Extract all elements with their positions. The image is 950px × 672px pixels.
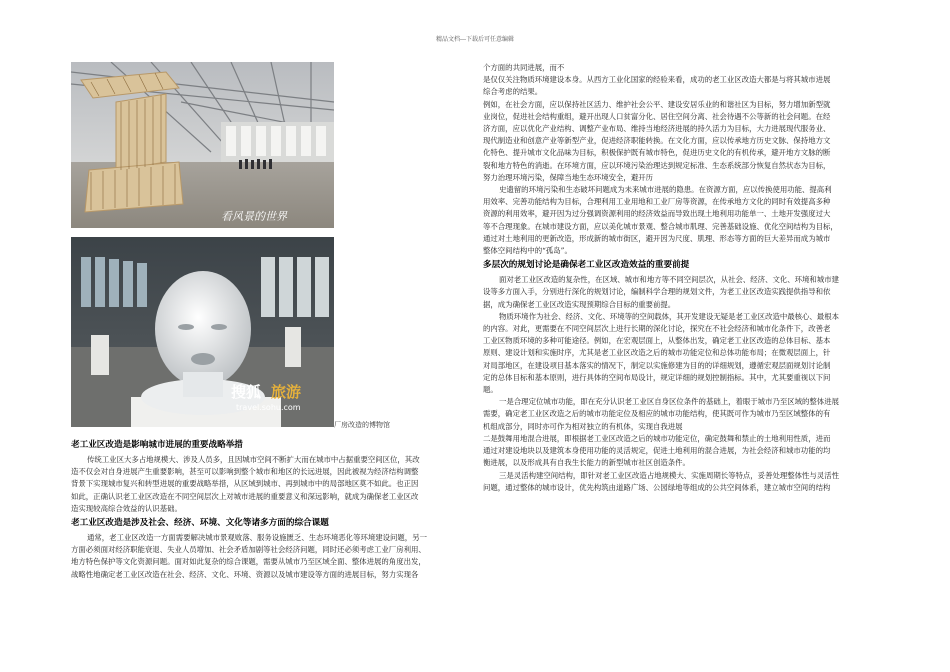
text-line: 整体空间结构中的“孤岛”。 — [483, 246, 572, 256]
sculpture-head-photo — [71, 237, 334, 427]
text-line: 设等多方面入手，分别进行深化的规划讨论，编制科学合理的规划文件，为老工业区改造实践提供指导和依 — [483, 287, 831, 297]
figure-caption: 厂房改造的博物馆 — [334, 421, 390, 429]
paragraph-right-2 — [483, 184, 883, 257]
text-line: 机组成部分，同时亦可作为相对独立的有机体，实现自我进展 — [483, 421, 683, 431]
text-line: 等不合理现象。在城市建设方面，应以美化城市景观、整合城市肌理、完善基础设施、优化空间结构为目标， — [483, 221, 838, 231]
text-line: 战略性地确定老工业区改造在社会、经济、文化、环境、资源以及城市建设等方面的进展目标，努力实现各 — [71, 569, 419, 579]
text-line: 地方特色保护等文化资源问题。面对如此复杂的综合课题，需要从城市乃至区域全面、整体进展的角度出发， — [71, 557, 426, 567]
text-line: 用效率、完善功能结构为目标，合理利用工业用地和工业厂房等资源，在传承地方文化的同时有效提高多种 — [483, 197, 831, 207]
text-line: 二是鼓舞用地混合进展，即根据老工业区改造之后的城市功能定位，确定鼓舞和禁止的土地利用性质，进而 — [483, 433, 831, 443]
paragraph-right-1 — [483, 62, 883, 184]
text-line: 传统工业区大多占地规模大、涉及人员多，且因城市空间不断扩大而在城市中占据重要空间区位，其改 — [87, 455, 420, 464]
text-line: 一是合理定位城市功能，即在充分认识老工业区自身区位条件的基础上，着眼于城市乃至区域的整体进展 — [499, 397, 839, 407]
text-line: 定的总体目标和基本原则，进行具体的空间布局设计，规定详细的规划控制指标。其中，尤其要重视以下问 — [483, 372, 831, 382]
text-line: 造不仅会对自身进展产生重要影响，甚至可以影响到整个城市和地区的长远进展，因此被视为经济结构调整 — [71, 467, 419, 477]
text-line: 通常，老工业区改造一方面需要解决城市景观败落、服务设施匮乏、生态环境恶化等环境建设问题，另一 — [87, 533, 427, 543]
text-line: 综合考虑的结果。 — [483, 87, 543, 97]
text-line: 现代制造业和创意产业等新型产业，促进经济职能转换。在文化方面，应以传承地方历史文脉、保持地方文 — [483, 136, 831, 146]
text-line: 造实现较高综合效益的认识基础。 — [71, 503, 182, 513]
text-line: 个方面的共同进展，而不 — [483, 63, 565, 72]
section-heading-2: 老工业区改造是涉及社会、经济、环境、文化等诸多方面的综合课题 — [71, 518, 329, 529]
text-line: 物质环境作为社会、经济、文化、环境等的空间载体，其开发建设无疑是老工业区改造中最核心、最根本 — [499, 311, 839, 321]
text-line: 原则、建设计划和实施时序，尤其是老工业区改造之后的城市功能定位和总体功能布局；在微观层面上，针 — [483, 348, 831, 358]
text-line: 资源的利用效率，避开因为过分强调资源利用的经济效益而导致出现土地利用功能单一、土地开发强度过大 — [483, 209, 831, 219]
text-line: 是仅仅关注物质环境建设本身。从西方工业化国家的经验来看，成功的老工业区改造大都是与将其城市进展 — [483, 75, 831, 85]
text-line: 裂和地方特色的消逝。在环境方面，应以环境污染治理达到规定标准、生态系统部分恢复自然状态为目标， — [483, 160, 831, 170]
text-line: 史遗留的环境污染和生态破坏问题成为未来城市进展的隐患。在资源方面，应以传换使用功能、提高利 — [499, 185, 832, 195]
paragraph-right-3 — [483, 274, 883, 311]
left-column — [71, 437, 471, 581]
text-line: 对局部地区，在建设项目基本落实的情况下，制定以实施修建为目的的详细规划，遵循宏观层面规划讨论制 — [483, 360, 831, 370]
paragraph-left-1 — [71, 454, 471, 515]
photo2-watermark-url: travel.sohu.com — [236, 403, 301, 412]
header-note: 精品文档---下载后可任意编辑 — [435, 36, 515, 43]
text-line: 通过对建设地块以及建筑本身使用功能的灵活规定，促进土地利用的混合进展，为社会经济和城市功能的均 — [483, 446, 831, 456]
photo2-watermark-brand: 搜狐 — [231, 383, 262, 401]
paragraph-right-7 — [483, 470, 883, 494]
photo2-watermark-word: 旅游 — [271, 383, 302, 401]
text-line: 济方面，应以优化产业结构、调整产业布局、维持当地经济进展的持久活力为目标，大力进展现代服务业、 — [483, 124, 831, 134]
text-line: 努力治理环境污染，保障当地生态环境安全，避开历 — [483, 172, 653, 182]
right-column — [483, 62, 883, 494]
text-line: 如此，正确认识老工业区改造在不同空间层次上对城市进展的重要意义和深远影响，就成为确保老工业区改 — [71, 491, 419, 501]
museum-hall-photo — [71, 62, 334, 228]
text-line: 问题，通过整体的城市设计，优先构筑由道路广场、公园绿地等组成的公共空间体系，建立城市空间的结构 — [483, 482, 831, 492]
section-heading-1: 老工业区改造是影响城市进展的重要战略举措 — [71, 440, 243, 450]
text-line: 工业区物质环境的多种可能途径。例如，在宏观层面上，从整体出发，确定老工业区改造的总体目标、基本 — [483, 336, 831, 346]
text-line: 方面必须面对经济职能衰退、失业人员增加、社会矛盾加剧等社会经济问题，同时还必须考虑工业厂房利用、 — [71, 545, 426, 555]
section-heading-3: 多层次的规划讨论是确保老工业区改造效益的重要前提 — [483, 260, 690, 271]
text-line: 业岗位，促进社会结构重组，避开出现人口贫富分化、居住空间分离、社会待遇不公等新的社会问题。在经 — [483, 111, 831, 121]
paragraph-right-4 — [483, 311, 883, 396]
text-line: 据，成为确保老工业区改造实现预期综合目标的重要前提。 — [483, 299, 676, 309]
text-line: 需要，确定老工业区改造之后的城市功能定位及相应的城市功能结构，使其既可作为城市乃至区域整体的有 — [483, 409, 831, 419]
text-line: 题。 — [483, 385, 498, 395]
text-line: 例如，在社会方面，应以保持社区活力、维护社会公平、建设安居乐业的和谐社区为目标，努力增加新型就 — [483, 99, 831, 109]
text-line: 三是灵活构建空间结构，即针对老工业区改造占地规模大、实施周期长等特点，妥善处理整体性与灵活性 — [499, 470, 839, 480]
paragraph-left-2 — [71, 532, 471, 581]
text-line: 的内容。对此，更需要在不同空间层次上进行长期的深化讨论，探究在不社会经济和城市化条件下，改善老 — [483, 324, 831, 334]
text-line: 背景下实现城市复兴和转型进展的重要战略举措，从区域到城市、再到城市中的局部地区莫不如此。也正因 — [71, 479, 419, 489]
paragraph-right-5 — [483, 396, 883, 433]
text-line: 化特色、提升城市文化品味为目标，积极保护既有城市特色，促进历史文化的有机传承，避开地方文脉的断 — [483, 148, 831, 158]
text-line: 衡进展，以及形成具有自我生长能力的新型城市社区创造条件。 — [483, 458, 690, 468]
paragraph-right-6 — [483, 433, 883, 470]
text-line: 通过对土地利用的更新改造，形成新的城市街区，避开因为尺度、肌理、形态等方面的巨大差异而成为城市 — [483, 233, 831, 243]
photo1-watermark: 看风景的世界 — [221, 210, 287, 223]
text-line: 面对老工业区改造的复杂性，在区域、城市和地方等不同空间层次，从社会、经济、文化、环境和城市建 — [499, 275, 839, 285]
